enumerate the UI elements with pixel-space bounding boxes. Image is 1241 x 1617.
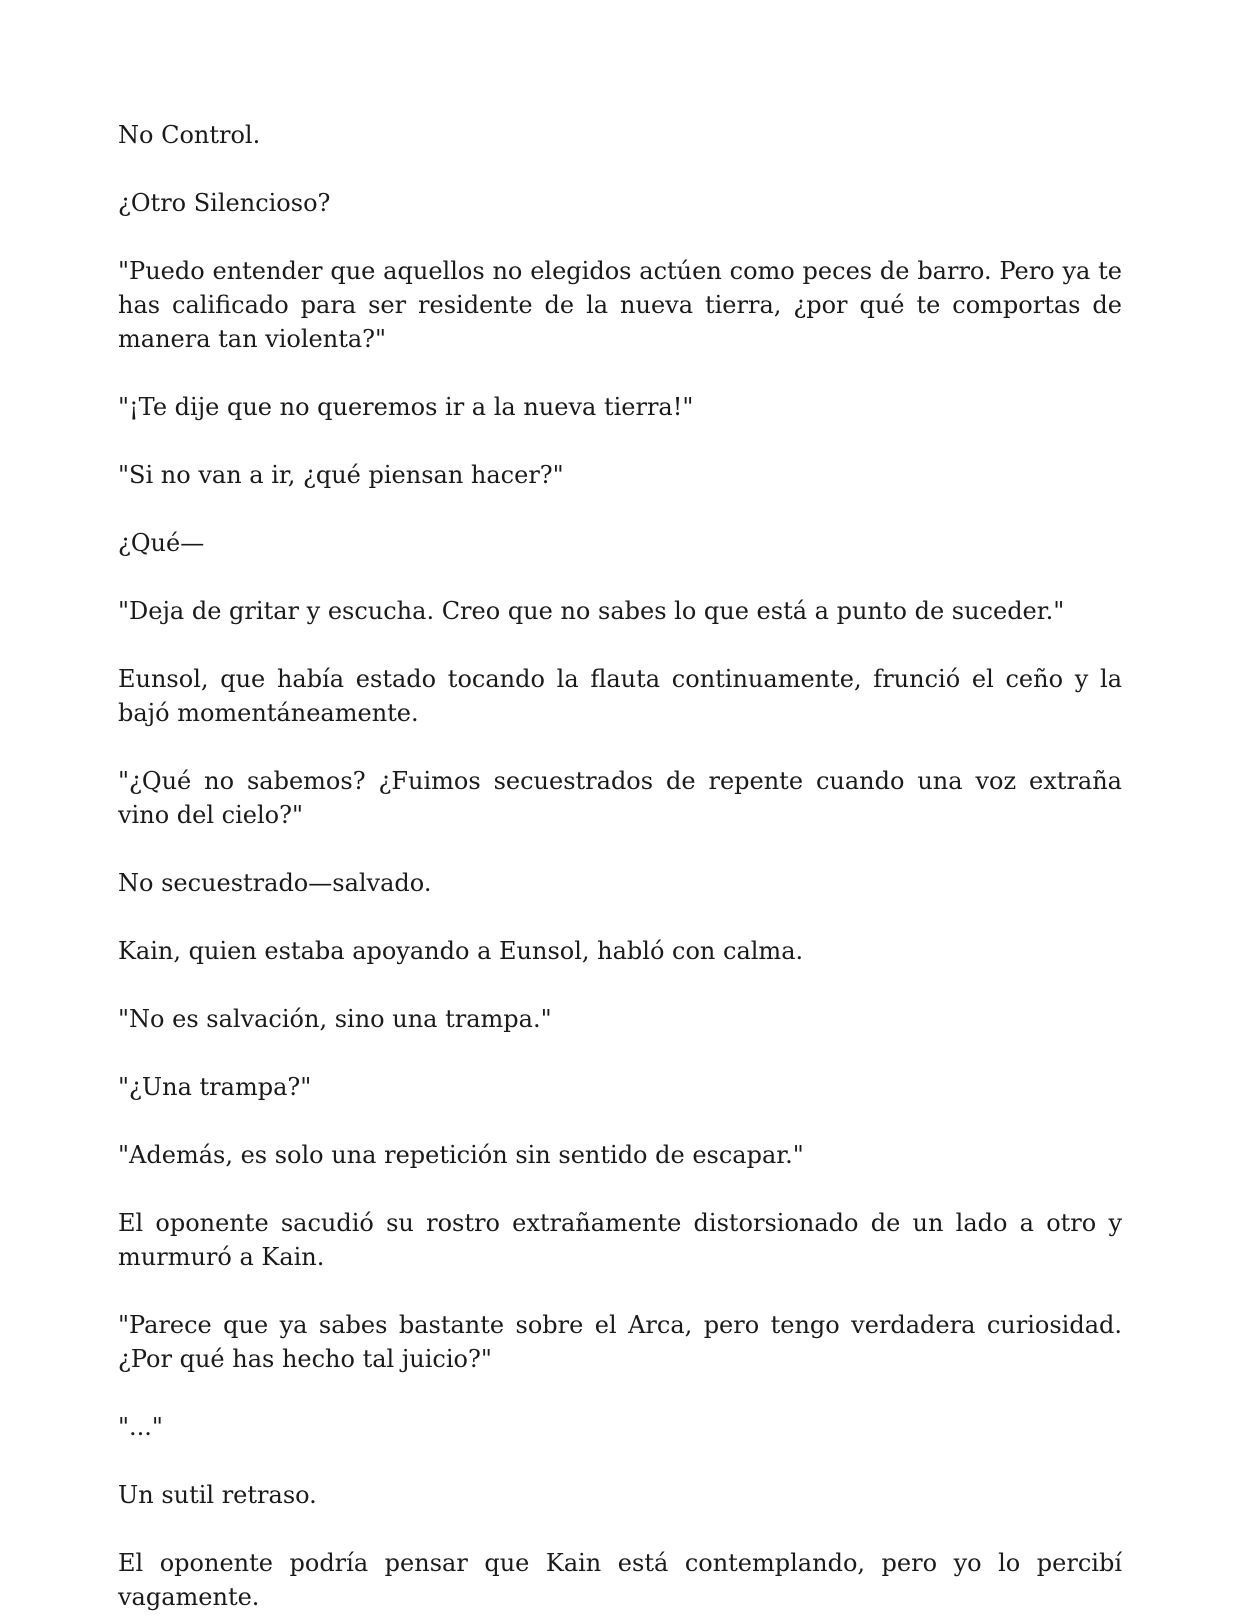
paragraph: "Deja de gritar y escucha. Creo que no sabes lo que está a punto de suceder." <box>118 597 1065 625</box>
paragraph: "¡Te dije que no queremos ir a la nueva tierra!" <box>118 393 694 421</box>
paragraph: "Parece que ya sabes bastante sobre el Arca, pero tengo verdadera curiosidad. ¿Por qué has hecho tal juicio?" <box>118 1311 1122 1373</box>
paragraph: "..." <box>118 1413 163 1441</box>
paragraph: Kain, quien estaba apoyando a Eunsol, habló con calma. <box>118 937 804 965</box>
paragraph: "¿Qué no sabemos? ¿Fuimos secuestrados de repente cuando una voz extraña vino del cielo?" <box>118 767 1122 829</box>
paragraph: El oponente sacudió su rostro extrañamente distorsionado de un lado a otro y murmuró a Kain. <box>118 1209 1122 1271</box>
paragraph: "Si no van a ir, ¿qué piensan hacer?" <box>118 461 564 489</box>
paragraph: ¿Qué— <box>118 529 205 557</box>
text-column <box>118 118 1122 1617</box>
paragraph: Un sutil retraso. <box>118 1481 317 1509</box>
paragraph: No secuestrado—salvado. <box>118 869 432 897</box>
paragraph: El oponente podría pensar que Kain está contemplando, pero yo lo percibí vagamente. <box>118 1549 1122 1611</box>
paragraph: No Control. <box>118 121 261 149</box>
paragraph: Eunsol, que había estado tocando la flauta continuamente, frunció el ceño y la bajó momentáneamente. <box>118 665 1122 727</box>
paragraph: "¿Una trampa?" <box>118 1073 312 1101</box>
paragraph: "Puedo entender que aquellos no elegidos actúen como peces de barro. Pero ya te has calificado para ser residente de la nueva tierra, ¿por qué te comportas de manera tan violenta?" <box>118 257 1122 353</box>
paragraph: "No es salvación, sino una trampa." <box>118 1005 552 1033</box>
paragraph: "Además, es solo una repetición sin sentido de escapar." <box>118 1141 804 1169</box>
paragraph: ¿Otro Silencioso? <box>118 189 331 217</box>
